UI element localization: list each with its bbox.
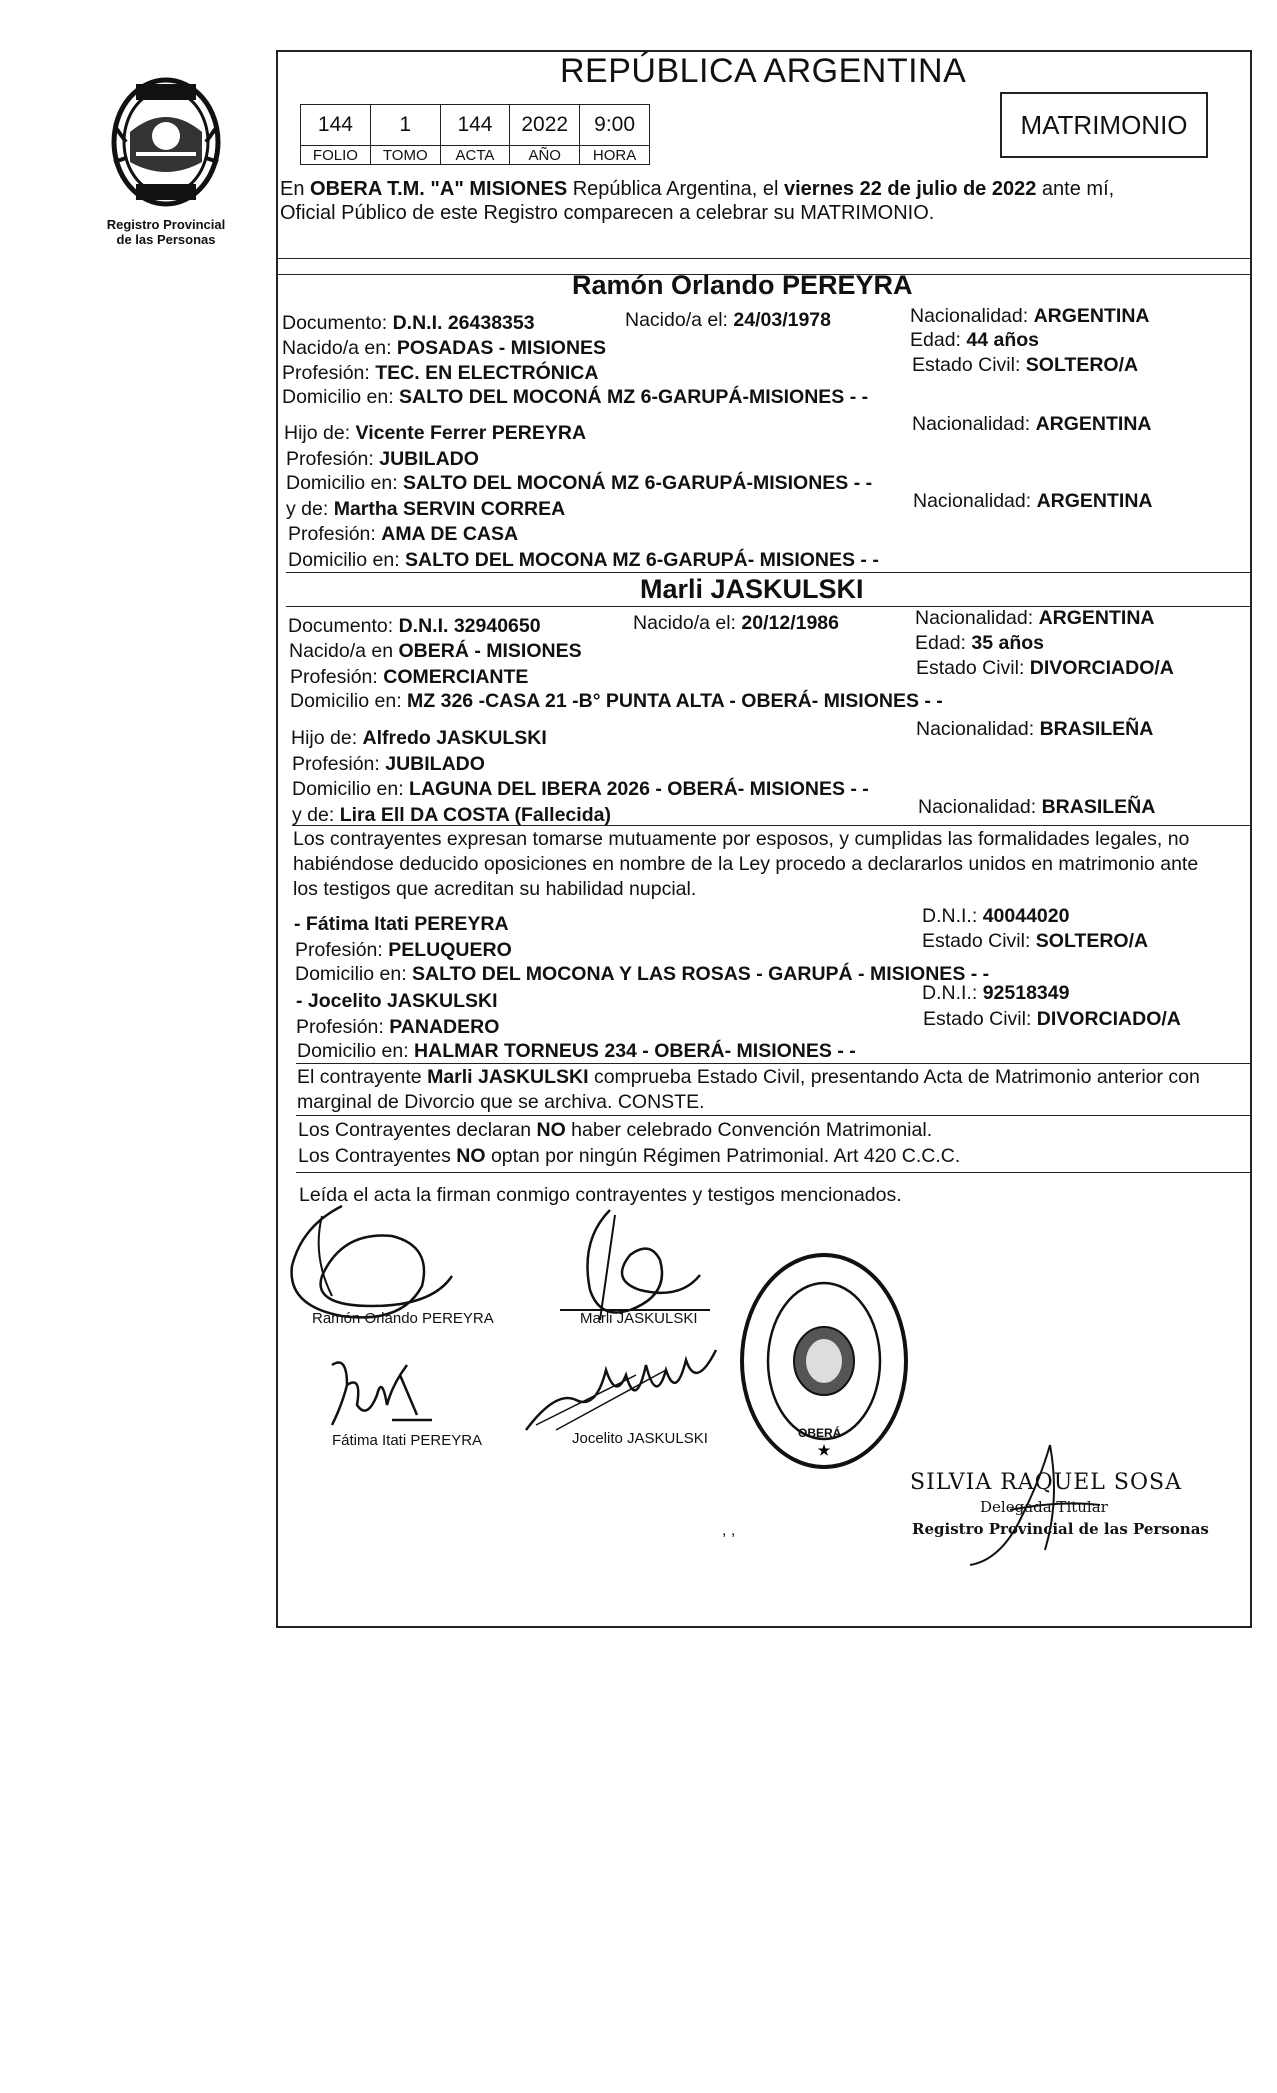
bride-nacido-el: Nacido/a el: 20/12/1986 xyxy=(633,612,840,634)
divider xyxy=(296,1063,1252,1064)
witness-1-estado: Estado Civil: SOLTERO/A xyxy=(922,930,1149,952)
groom-father: Hijo de: Vicente Ferrer PEREYRA xyxy=(284,422,587,444)
groom-name: Ramón Orlando PEREYRA xyxy=(572,270,913,300)
acta-value: 144 xyxy=(440,105,510,146)
groom-father-dom: Domicilio en: SALTO DEL MOCONÁ MZ 6-GARUPÁ-MISIONES - - xyxy=(286,472,873,494)
divider xyxy=(276,258,1252,259)
signature-label-jocelito: Jocelito JASKULSKI xyxy=(572,1430,708,1447)
groom-mother: y de: Martha SERVIN CORREA xyxy=(286,498,566,520)
groom-father-nac: Nacionalidad: ARGENTINA xyxy=(912,413,1152,435)
official-role: Delegada Titular xyxy=(980,1498,1108,1516)
signature-label-fatima: Fátima Itati PEREYRA xyxy=(332,1432,483,1449)
groom-nacionalidad: Nacionalidad: ARGENTINA xyxy=(910,305,1150,327)
witness-2-name: - Jocelito JASKULSKI xyxy=(296,990,498,1012)
declaration-line-1: Los contrayentes expresan tomarse mutuamente por esposos, y cumplidas las formalidades legales, no xyxy=(293,828,1190,850)
logo-caption-1: Registro Provincial xyxy=(106,217,226,232)
provincial-seal-icon xyxy=(96,72,236,212)
country-title: REPÚBLICA ARGENTINA xyxy=(560,52,967,90)
witness-1-dom: Domicilio en: SALTO DEL MOCONA Y LAS ROSAS - GARUPÁ - MISIONES - - xyxy=(295,963,990,985)
convention-note: Los Contrayentes declaran NO haber celebrado Convención Matrimonial. xyxy=(298,1119,933,1141)
bride-documento: Documento: D.N.I. 32940650 xyxy=(288,615,541,637)
witness-2-dom: Domicilio en: HALMAR TORNEUS 234 - OBERÁ- MISIONES - - xyxy=(297,1040,856,1062)
acta-label: ACTA xyxy=(440,146,510,165)
groom-nacido-el: Nacido/a el: 24/03/1978 xyxy=(625,309,832,331)
groom-father-prof: Profesión: JUBILADO xyxy=(286,448,479,470)
intro-place: OBERA T.M. "A" MISIONES xyxy=(310,178,568,200)
register-table xyxy=(300,104,650,165)
anio-value: 2022 xyxy=(510,105,580,146)
divider xyxy=(296,1172,1252,1173)
declaration-line-2: habiéndose deducido oposiciones en nombre de la Ley procedo a declararlos unidos en matrimonio ante xyxy=(293,853,1199,875)
groom-profesion: Profesión: TEC. EN ELECTRÓNICA xyxy=(282,362,599,384)
regime-note: Los Contrayentes NO optan por ningún Régimen Patrimonial. Art 420 C.C.C. xyxy=(298,1145,961,1167)
witness-1-name: - Fátima Itati PEREYRA xyxy=(294,913,509,935)
declaration-line-3: los testigos que acreditan su habilidad nupcial. xyxy=(293,878,697,900)
bride-father-nac: Nacionalidad: BRASILEÑA xyxy=(916,718,1154,740)
tomo-label: TOMO xyxy=(370,146,440,165)
read-note: Leída el acta la firman conmigo contrayentes y testigos mencionados. xyxy=(299,1184,902,1206)
groom-estado: Estado Civil: SOLTERO/A xyxy=(912,354,1139,376)
bride-father: Hijo de: Alfredo JASKULSKI xyxy=(291,727,547,749)
folio-value: 144 xyxy=(301,105,371,146)
groom-mother-nac: Nacionalidad: ARGENTINA xyxy=(913,490,1153,512)
official-stamp xyxy=(738,1250,910,1472)
stray-marks: , , xyxy=(722,1522,736,1539)
tomo-value: 1 xyxy=(370,105,440,146)
hora-label: HORA xyxy=(580,146,650,165)
signature-label-marli: Marli JASKULSKI xyxy=(580,1310,698,1327)
record-type-box: MATRIMONIO xyxy=(1000,92,1208,158)
hora-value: 9:00 xyxy=(580,105,650,146)
stamp-bottom-text: OBERÁ xyxy=(798,1426,842,1440)
signature-label-ramon: Ramón Orlando PEREYRA xyxy=(312,1310,494,1327)
groom-edad: Edad: 44 años xyxy=(910,329,1040,351)
bride-father-dom: Domicilio en: LAGUNA DEL IBERA 2026 - OBERÁ- MISIONES - - xyxy=(292,778,869,800)
witness-2-estado: Estado Civil: DIVORCIADO/A xyxy=(923,1008,1181,1030)
bride-father-prof: Profesión: JUBILADO xyxy=(292,753,485,775)
groom-mother-dom: Domicilio en: SALTO DEL MOCONA MZ 6-GARUPÁ- MISIONES - - xyxy=(288,549,879,571)
signature-jocelito xyxy=(516,1330,746,1440)
intro-line-2: Oficial Público de este Registro comparecen a celebrar su MATRIMONIO. xyxy=(280,202,935,224)
civil-note-line-1: El contrayente Marli JASKULSKI comprueba Estado Civil, presentando Acta de Matrimonio anterior con xyxy=(297,1066,1200,1088)
anio-label: AÑO xyxy=(510,146,580,165)
civil-note-line-2: marginal de Divorcio que se archiva. CONSTE. xyxy=(297,1091,705,1113)
intro-date: viernes 22 de julio de 2022 xyxy=(784,178,1037,200)
groom-domicilio: Domicilio en: SALTO DEL MOCONÁ MZ 6-GARUPÁ-MISIONES - - xyxy=(282,386,869,408)
divider xyxy=(292,825,1252,826)
bride-mother: y de: Lira Ell DA COSTA (Fallecida) xyxy=(292,804,611,826)
bride-domicilio: Domicilio en: MZ 326 -CASA 21 -B° PUNTA ALTA - OBERÁ- MISIONES - - xyxy=(290,690,943,712)
logo-caption-2: de las Personas xyxy=(116,232,216,247)
signature-fatima xyxy=(322,1345,442,1435)
divider xyxy=(296,1115,1252,1116)
groom-documento: Documento: D.N.I. 26438353 xyxy=(282,312,535,334)
intro-line-1: En OBERA T.M. "A" MISIONES República Argentina, el viernes 22 de julio de 2022 ante mí, xyxy=(280,178,1115,200)
witness-1-prof: Profesión: PELUQUERO xyxy=(295,939,512,961)
witness-1-dni: D.N.I.: 40044020 xyxy=(922,905,1070,927)
bride-nacionalidad: Nacionalidad: ARGENTINA xyxy=(915,607,1155,629)
bride-mother-nac: Nacionalidad: BRASILEÑA xyxy=(918,796,1156,818)
svg-text:★: ★ xyxy=(817,1442,831,1458)
bride-estado: Estado Civil: DIVORCIADO/A xyxy=(916,657,1174,679)
registry-logo xyxy=(96,72,236,247)
bride-profesion: Profesión: COMERCIANTE xyxy=(290,666,529,688)
divider xyxy=(286,572,1252,573)
bride-nacido-en: Nacido/a en OBERÁ - MISIONES xyxy=(289,640,582,662)
bride-name: Marli JASKULSKI xyxy=(640,574,864,604)
witness-2-prof: Profesión: PANADERO xyxy=(296,1016,500,1038)
official-name: SILVIA RAQUEL SOSA xyxy=(910,1470,1182,1495)
bride-edad: Edad: 35 años xyxy=(915,632,1045,654)
groom-mother-prof: Profesión: AMA DE CASA xyxy=(288,523,519,545)
witness-2-dni: D.N.I.: 92518349 xyxy=(922,982,1070,1004)
folio-label: FOLIO xyxy=(301,146,371,165)
official-org: Registro Provincial de las Personas xyxy=(912,1520,1209,1538)
groom-nacido-en: Nacido/a en: POSADAS - MISIONES xyxy=(282,337,607,359)
